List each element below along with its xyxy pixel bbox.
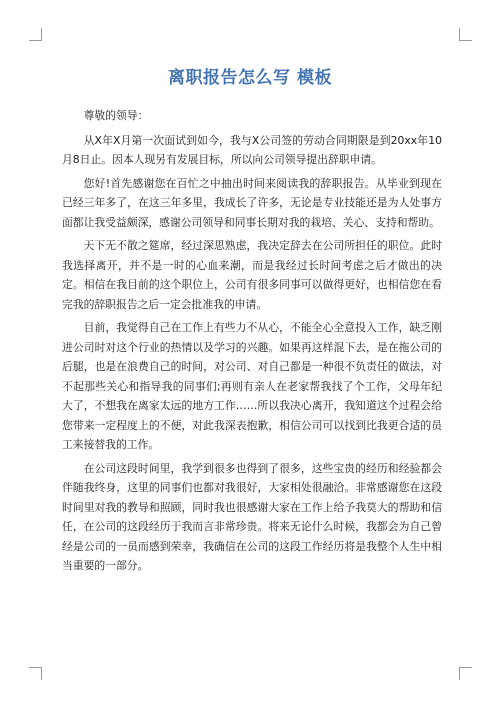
crop-mark-top-right xyxy=(459,28,472,41)
paragraph-4: 目前，我觉得自己在工作上有些力不从心，不能全心全意投入工作，缺乏刚进公司时对这个行业的热情以及学习的兴趣。如果再这样混下去，是在拖公司的后腿，也是在浪费自己的时间，对公司、对自己都是一种很不负责任的做法，对不起那些关心和指导我的同事们;再则有亲人在老家帮我找了个工作，父母年纪大了，不想我在离家太远的地方工作……所以我决心离开，我知道这个过程会给您带来一定程度上的不便，对此我深表抱歉，相信公司可以找到比我更合适的员工来接替我的工作。 xyxy=(62,321,442,451)
document-title: 离职报告怎么写 模板 xyxy=(168,68,332,88)
crop-mark-top-left xyxy=(29,28,42,41)
paragraph-5: 在公司这段时间里，我学到很多也得到了很多，这些宝贵的经历和经验都会伴随我终身，这里的同事们也都对我很好，大家相处很融洽。非常感谢您在这段时间里对我的教导和照顾，同时我也很感谢大家在工作上给予我莫大的帮助和信任，在公司的这段经历于我而言非常珍贵。将来无论什么时候，我都会为自己曾经是公司的一员而感到荣幸，我确信在公司的这段工作经历将是我整个人生中相当重要的一部分。 xyxy=(62,461,442,572)
salutation: 尊敬的领导： xyxy=(83,109,149,122)
document-body xyxy=(62,106,442,580)
paragraph-2: 您好!首先感谢您在百忙之中抽出时间来阅读我的辞职报告。从毕业到现在已经三年多了，在这三年多里，我成长了许多，无论是专业技能还是为人处事方面都让我受益颇深，感谢公司领导和同事长期对我的栽培、关心、支持和帮助。 xyxy=(62,176,442,229)
paragraph-1: 从X年X月第一次面试到如今，我与X公司签的劳动合同期限是到20xx年10月8日止。因本人现另有发展目标，所以向公司领导提出辞职申请。 xyxy=(62,133,442,166)
crop-mark-bottom-left xyxy=(29,667,42,680)
paragraph-3: 天下无不散之筵席，经过深思熟虑，我决定辞去在公司所担任的职位。此时我选择离开，并不是一时的心血来潮，而是我经过长时间考虑之后才做出的决定。相信在我目前的这个职位上，公司有很多同事可以做得更好，也相信您在看完我的辞职报告之后一定会批准我的申请。 xyxy=(62,239,442,311)
crop-mark-bottom-right xyxy=(459,667,472,680)
